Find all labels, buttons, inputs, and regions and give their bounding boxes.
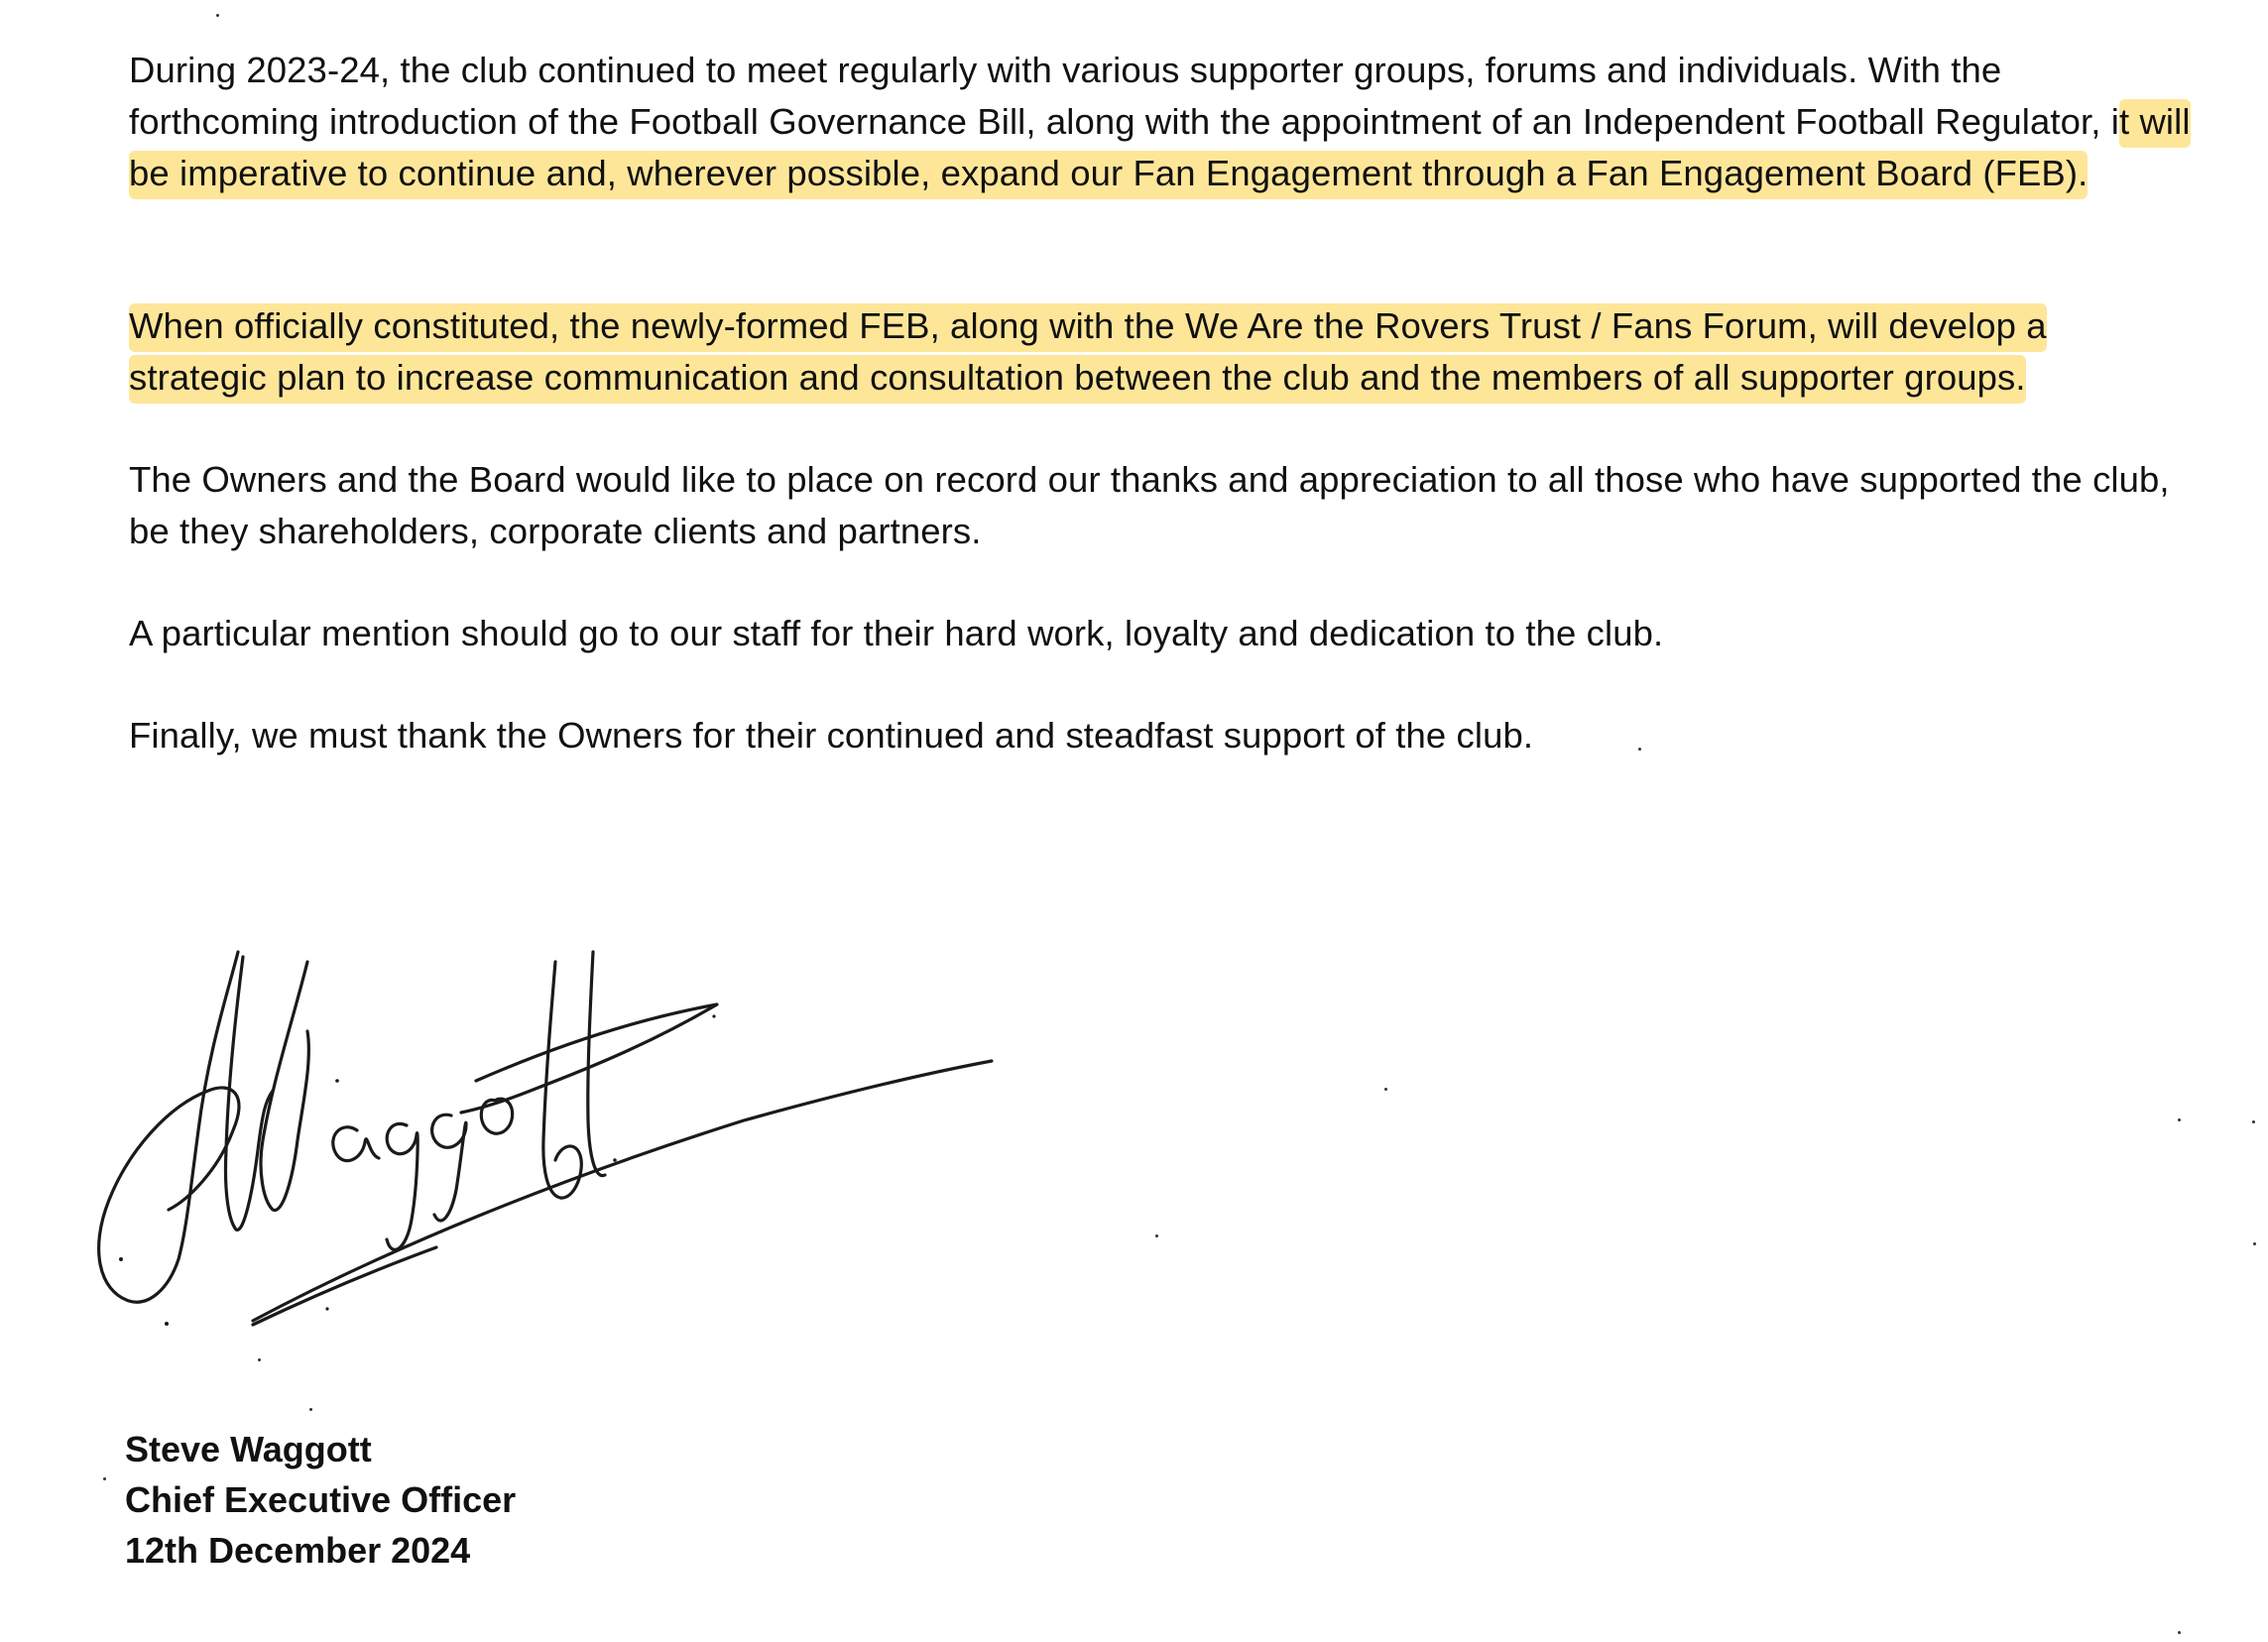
paragraph-strategic-plan	[129, 300, 2192, 404]
signatory-name: Steve Waggott	[125, 1429, 372, 1469]
scan-speck	[1638, 748, 1641, 751]
scan-speck	[1384, 1088, 1387, 1091]
paragraph-text: During 2023-24, the club continued to meet regularly with various supporter groups, forums and individuals. With the forthcoming introduction of the Football Governance Bill, along with the appointment of an Independent Football Regulator, i	[129, 50, 2119, 142]
scan-speck	[1155, 1234, 1158, 1237]
highlighted-text: t will be imperative to continue and, wherever possible, expand our Fan Engagement through a Fan Engagement Board (FEB).	[129, 99, 2191, 199]
scan-speck	[216, 14, 219, 17]
scan-speck	[2253, 1242, 2256, 1245]
signoff-block	[125, 1424, 516, 1576]
letter-date: 12th December 2024	[125, 1530, 471, 1571]
scan-speck	[2252, 1120, 2255, 1123]
paragraph-staff-mention: A particular mention should go to our staff for their hard work, loyalty and dedication to the club.	[129, 613, 1664, 653]
paragraph-thanks-supporters: The Owners and the Board would like to place on record our thanks and appreciation to all those who have supported the club, be they shareholders, corporate clients and partners.	[129, 459, 2170, 551]
scan-speck	[2178, 1631, 2181, 1634]
scan-speck	[309, 1408, 312, 1411]
highlighted-text: When officially constituted, the newly-formed FEB, along with the We Are the Rovers Trust / Fans Forum, will develop a strategic plan to increase communication and consultation between the club and the members of all supporter groups.	[129, 303, 2047, 404]
handwritten-signature	[60, 932, 1012, 1339]
paragraph-fan-engagement	[129, 45, 2192, 199]
paragraph-thanks-owners: Finally, we must thank the Owners for their continued and steadfast support of the club.	[129, 715, 1534, 756]
signatory-title: Chief Executive Officer	[125, 1479, 517, 1520]
scan-speck	[2178, 1118, 2181, 1121]
scan-speck	[258, 1358, 261, 1361]
scan-speck	[103, 1477, 106, 1480]
